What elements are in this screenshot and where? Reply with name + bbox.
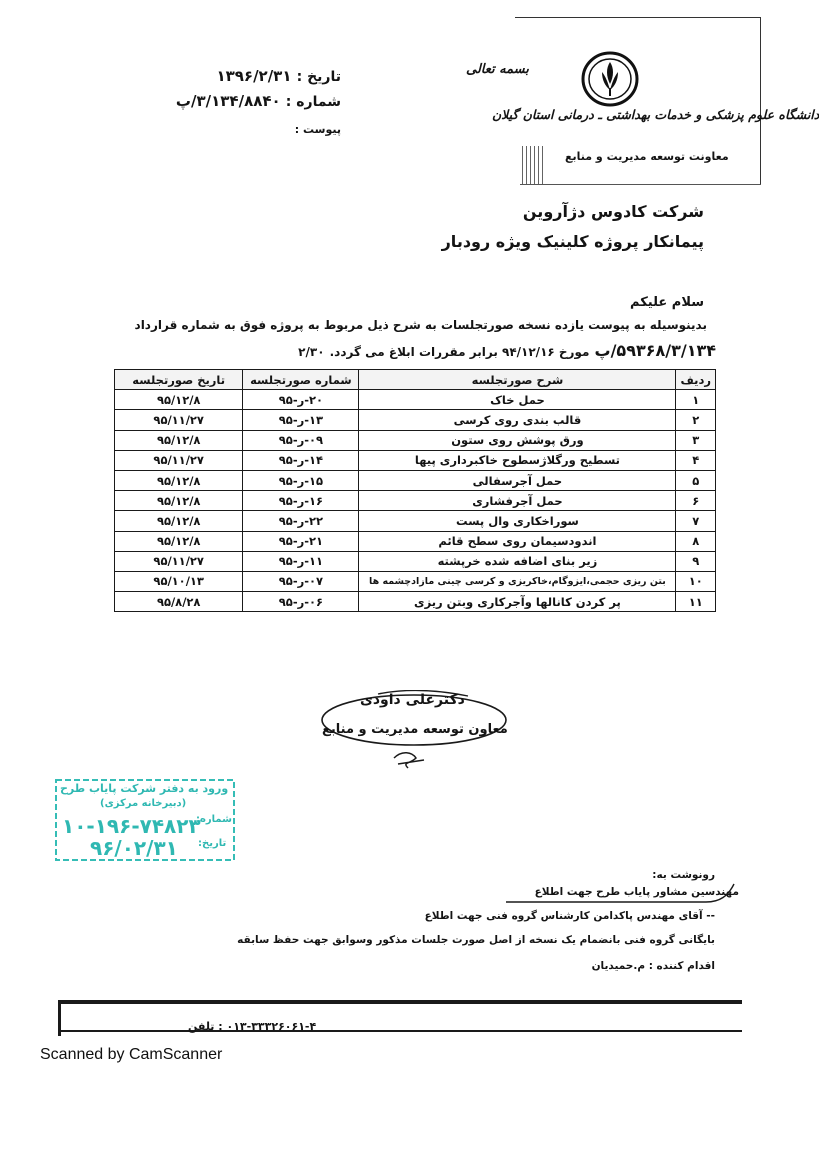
row-number: ۳	[676, 430, 716, 450]
university-name: دانشگاه علوم پزشکی و خدمات بهداشتی ـ درمانی استان گیلان	[492, 107, 819, 122]
cc-item-handler: اقدام کننده : م.حمیدیان	[591, 960, 715, 972]
header-hatch-mark	[522, 146, 544, 184]
table-row	[115, 430, 716, 450]
table-row	[115, 410, 716, 430]
row-number: ۱	[676, 390, 716, 410]
university-emblem-icon	[580, 50, 640, 108]
row-minutes-number: ۱۵-ر-۹۵	[243, 470, 359, 490]
header-frame-top	[515, 17, 761, 18]
row-description: قالب بندی روی کرسی	[359, 410, 676, 430]
cc-item-archive: بایگانی گروه فنی بانضمام یک نسخه از اصل صورت جلسات مذکور وسوابق جهت حفظ سابقه	[237, 934, 715, 946]
row-number: ۷	[676, 511, 716, 531]
row-number: ۲	[676, 410, 716, 430]
row-minutes-number: ۱۱-ر-۹۵	[243, 551, 359, 571]
date-row	[216, 66, 341, 85]
row-minutes-date: ۹۵/۱۲/۸	[115, 491, 243, 511]
stamp-number-label: شماره:	[196, 814, 232, 825]
stamp-date-label: تاریخ:	[198, 838, 227, 849]
row-minutes-date: ۹۵/۱۲/۸	[115, 531, 243, 551]
row-description: حمل آجرسفالی	[359, 470, 676, 490]
number-value: ۳/۱۳۴/۸۸۴۰/پ	[175, 92, 281, 110]
stamp-secretariat: (دبیرخانه مرکزی)	[100, 798, 187, 809]
department-name: معاونت توسعه مدیریت و منابع	[565, 150, 729, 163]
header-frame-bottom	[520, 184, 761, 185]
row-minutes-date: ۹۵/۸/۲۸	[115, 592, 243, 612]
row-description: حمل آجرفشاری	[359, 491, 676, 511]
footer-contact: ۰۱۳-۳۳۳۲۶۰۶۱-۴ : تلفن	[188, 1020, 317, 1033]
table-row	[115, 571, 716, 591]
row-description: سوراخکاری وال پست	[359, 511, 676, 531]
row-minutes-number: ۱۴-ر-۹۵	[243, 450, 359, 470]
stamp-date-value: ۹۶/۰۲/۳۱	[90, 836, 178, 860]
signatory-name: دکترعلی داودی	[360, 692, 465, 708]
table-row	[115, 511, 716, 531]
number-label: شماره :	[285, 94, 341, 110]
body-line-2-rest: مورخ ۹۴/۱۲/۱۶ برابر مقررات ابلاغ می گردد.	[329, 345, 590, 359]
row-number: ۹	[676, 551, 716, 571]
table-row	[115, 390, 716, 410]
row-description: پر کردن کانالها وآجرکاری وبتن ریزی	[359, 592, 676, 612]
row-description: زیر بنای اضافه شده خرپشته	[359, 551, 676, 571]
row-description: ورق پوشش روی ستون	[359, 430, 676, 450]
signatory-title: معاون توسعه مدیریت و منابع	[322, 722, 508, 737]
row-minutes-date: ۹۵/۱۲/۸	[115, 430, 243, 450]
body-line-1: بدینوسیله به پیوست یازده نسخه صورتجلسات به شرح ذیل مربوط به پروژه فوق به شماره قرارداد	[134, 318, 707, 332]
table-header-row	[115, 370, 716, 390]
row-minutes-date: ۹۵/۱۰/۱۳	[115, 571, 243, 591]
table-row	[115, 592, 716, 612]
date-value: ۱۳۹۶/۲/۳۱	[216, 67, 292, 85]
row-number: ۵	[676, 470, 716, 490]
row-number: ۱۰	[676, 571, 716, 591]
row-minutes-number: ۰۹-ر-۹۵	[243, 430, 359, 450]
contract-reference: ۵۹۳۶۸/۳/۱۳۴/پ	[594, 341, 716, 360]
scanner-watermark: Scanned by CamScanner	[40, 1046, 223, 1063]
row-minutes-number: ۲۲-ر-۹۵	[243, 511, 359, 531]
row-minutes-date: ۹۵/۱۲/۸	[115, 470, 243, 490]
header-minutes-number: شماره صورتجلسه	[243, 370, 359, 390]
row-minutes-number: ۱۶-ر-۹۵	[243, 491, 359, 511]
cc-handwritten-mark	[506, 882, 738, 904]
addressee-role: پیمانکار پروژه کلینیک ویژه رودبار	[441, 232, 704, 251]
minutes-table	[114, 369, 716, 612]
table-row	[115, 531, 716, 551]
footer-border	[58, 1000, 742, 1036]
row-description: اندودسیمان روی سطح قائم	[359, 531, 676, 551]
row-minutes-number: ۲۰-ر-۹۵	[243, 390, 359, 410]
stamp-office: ورود به دفتر شرکت پایاب طرح	[60, 782, 229, 795]
row-minutes-date: ۹۵/۱۲/۸	[115, 511, 243, 531]
row-minutes-number: ۰۷-ر-۹۵	[243, 571, 359, 591]
row-minutes-number: ۲۱-ر-۹۵	[243, 531, 359, 551]
row-number: ۱۱	[676, 592, 716, 612]
row-description: حمل خاک	[359, 390, 676, 410]
number-row	[176, 91, 341, 110]
header-minutes-date: تاریخ صورتجلسه	[115, 370, 243, 390]
row-minutes-date: ۹۵/۱۲/۸	[115, 390, 243, 410]
stamp-number-value: ۱۰-۱۹۶-۷۴۸۲۳	[62, 814, 201, 838]
row-number: ۴	[676, 450, 716, 470]
row-minutes-number: ۰۶-ر-۹۵	[243, 592, 359, 612]
row-minutes-date: ۹۵/۱۱/۲۷	[115, 450, 243, 470]
bismillah: بسمه تعالی	[466, 62, 529, 77]
signature-scribble-icon	[390, 748, 430, 772]
row-minutes-number: ۱۳-ر-۹۵	[243, 410, 359, 430]
greeting: سلام علیکم	[630, 295, 704, 310]
row-number: ۶	[676, 491, 716, 511]
table-row	[115, 470, 716, 490]
row-minutes-date: ۹۵/۱۱/۲۷	[115, 410, 243, 430]
table-row	[115, 551, 716, 571]
cc-item-consultant: مهندسین مشاور پایاب طرح جهت اطلاع	[534, 886, 739, 898]
row-number: ۸	[676, 531, 716, 551]
cc-item-engineer: -- آقای مهندس پاکدامن کارشناس گروه فنی جهت اطلاع	[424, 910, 715, 922]
row-description: تسطیح ورگلاژسطوح خاکبرداری پیها	[359, 450, 676, 470]
body-note: ۲/۳۰	[298, 345, 325, 359]
header-row-number: ردیف	[676, 370, 716, 390]
row-description: بتن ریزی حجمی،ایزوگام،خاکریزی و کرسی چینی مازادچشمه ها	[359, 571, 676, 591]
addressee-company: شرکت کادوس دژآروین	[522, 202, 704, 221]
header-description: شرح صورتجلسه	[359, 370, 676, 390]
cc-heading: رونوشت به:	[652, 869, 715, 881]
body-line-2	[298, 341, 716, 360]
attachment-label: پیوست :	[294, 123, 341, 136]
header-frame-right	[760, 17, 761, 185]
row-minutes-date: ۹۵/۱۱/۲۷	[115, 551, 243, 571]
date-label: تاریخ :	[296, 69, 341, 85]
table-row	[115, 491, 716, 511]
table-row	[115, 450, 716, 470]
